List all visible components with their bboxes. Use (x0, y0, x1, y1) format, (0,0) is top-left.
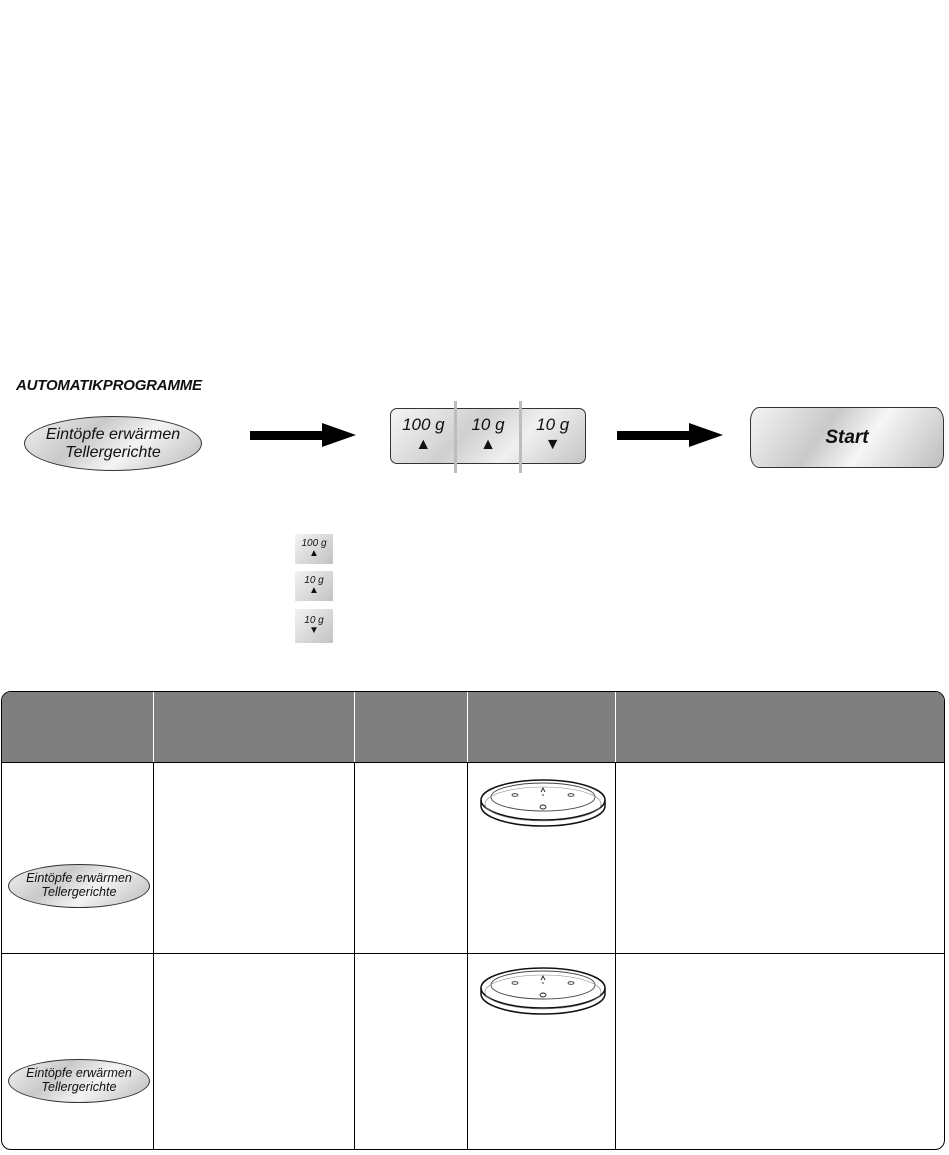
arrow-down-icon: ▼ (544, 436, 561, 453)
weight-keypad (390, 408, 586, 464)
header-divider (354, 692, 355, 762)
start-button[interactable]: Start (750, 407, 944, 468)
table-row-program-button (8, 1059, 150, 1103)
program-label-line2: Tellergerichte (41, 885, 117, 899)
legend-key-10g-up (295, 571, 333, 601)
turntable-icon (478, 776, 608, 828)
program-table (1, 691, 945, 1150)
program-label-line2: Tellergerichte (41, 1080, 117, 1094)
legend-key-100g-up (295, 534, 333, 564)
arrow-up-icon: ▲ (415, 436, 432, 453)
legend-key-label: 10 g (304, 574, 324, 586)
key-divider (454, 401, 457, 473)
column-divider (354, 762, 355, 1149)
header-divider (615, 692, 616, 762)
header-divider (467, 692, 468, 762)
row-divider (2, 762, 944, 763)
turntable-icon (478, 964, 608, 1016)
program-button-line1: Eintöpfe erwärmen (45, 426, 181, 444)
arrow-right-icon (617, 427, 723, 443)
arrow-down-icon: ▼ (309, 625, 319, 636)
arrow-up-icon: ▲ (480, 436, 496, 453)
program-label-line1: Eintöpfe erwärmen (26, 1066, 132, 1081)
arrow-up-icon: ▲ (309, 585, 319, 596)
weight-key-label: 100 g (402, 415, 445, 434)
program-button[interactable] (24, 416, 202, 471)
weight-key-100g-up[interactable] (391, 409, 456, 463)
arrow-up-icon: ▲ (309, 548, 319, 559)
key-divider (519, 401, 522, 473)
program-button-line2: Tellergerichte (65, 443, 161, 461)
legend-key-label: 10 g (304, 614, 324, 626)
table-header (2, 692, 944, 762)
program-label-line1: Eintöpfe erwärmen (26, 871, 132, 886)
weight-key-10g-down[interactable] (520, 409, 585, 463)
column-divider (615, 762, 616, 1149)
row-divider (2, 953, 944, 954)
column-divider (153, 762, 154, 1149)
legend-key-label: 100 g (301, 537, 327, 549)
table-row-program-button (8, 864, 150, 908)
section-title: AUTOMATIKPROGRAMME (16, 377, 202, 394)
legend-key-10g-down (295, 609, 333, 643)
weight-key-label: 10 g (471, 415, 505, 434)
weight-key-label: 10 g (536, 415, 570, 434)
header-divider (153, 692, 154, 762)
arrow-right-icon (250, 427, 356, 443)
weight-key-10g-up[interactable] (456, 409, 521, 463)
column-divider (467, 762, 468, 1149)
